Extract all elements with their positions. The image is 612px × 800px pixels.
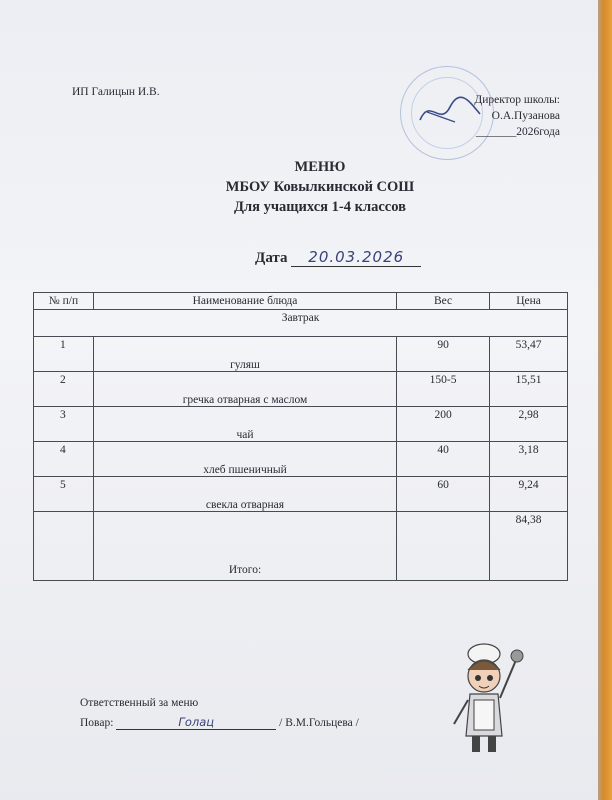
approval-line: _______2026года xyxy=(475,126,560,138)
approval-line: Директор школы: xyxy=(474,94,560,106)
row-num: 4 xyxy=(34,442,94,477)
menu-title xyxy=(150,157,490,217)
cook-name: / В.М.Гольцева / xyxy=(279,717,359,729)
orange-frame-edge xyxy=(598,0,612,800)
header-name: Наименование блюда xyxy=(93,293,396,310)
title-line: МЕНЮ xyxy=(294,159,346,175)
row-weight: 150-5 xyxy=(397,372,490,407)
row-weight: 90 xyxy=(397,337,490,372)
approval-line: О.А.Пузанова xyxy=(491,110,560,122)
row-num: 2 xyxy=(34,372,94,407)
row-price: 9,24 xyxy=(490,477,568,512)
row-price: 2,98 xyxy=(490,407,568,442)
row-dish: чай xyxy=(93,407,396,442)
header-weight: Вес xyxy=(397,293,490,310)
section-row xyxy=(34,310,568,337)
table-row xyxy=(34,477,568,512)
cook-line xyxy=(80,715,359,730)
row-dish: хлеб пшеничный xyxy=(93,442,396,477)
total-row xyxy=(34,512,568,581)
title-line: Для учащихся 1-4 классов xyxy=(234,199,406,215)
row-price: 15,51 xyxy=(490,372,568,407)
date-line xyxy=(255,248,421,267)
section-title: Завтрак xyxy=(34,310,568,337)
table-row xyxy=(34,372,568,407)
cook-signature: Голац xyxy=(116,715,276,730)
header-price: Цена xyxy=(490,293,568,310)
total-label: Итого: xyxy=(93,512,396,581)
date-value: 20.03.2026 xyxy=(291,248,421,267)
row-dish: гречка отварная с маслом xyxy=(93,372,396,407)
table-header-row xyxy=(34,293,568,310)
title-line: МБОУ Ковылкинской СОШ xyxy=(225,179,415,195)
chef-illustration xyxy=(448,640,526,760)
row-price: 3,18 xyxy=(490,442,568,477)
table-row xyxy=(34,407,568,442)
row-price: 53,47 xyxy=(490,337,568,372)
row-weight: 200 xyxy=(397,407,490,442)
menu-table xyxy=(33,292,568,581)
supplier-name: ИП Галицын И.В. xyxy=(72,86,160,98)
date-label: Дата xyxy=(255,250,288,266)
cook-label: Повар: xyxy=(80,717,114,729)
responsible-label: Ответственный за меню xyxy=(80,697,199,709)
table-row xyxy=(34,442,568,477)
row-dish: гуляш xyxy=(93,337,396,372)
row-num: 3 xyxy=(34,407,94,442)
row-num: 5 xyxy=(34,477,94,512)
total-weight-empty xyxy=(397,512,490,581)
row-weight: 60 xyxy=(397,477,490,512)
row-num: 1 xyxy=(34,337,94,372)
header-num: № п/п xyxy=(34,293,94,310)
total-num-empty xyxy=(34,512,94,581)
total-value: 84,38 xyxy=(490,512,568,581)
row-weight: 40 xyxy=(397,442,490,477)
approval-block xyxy=(410,92,560,140)
row-dish: свекла отварная xyxy=(93,477,396,512)
table-row xyxy=(34,337,568,372)
